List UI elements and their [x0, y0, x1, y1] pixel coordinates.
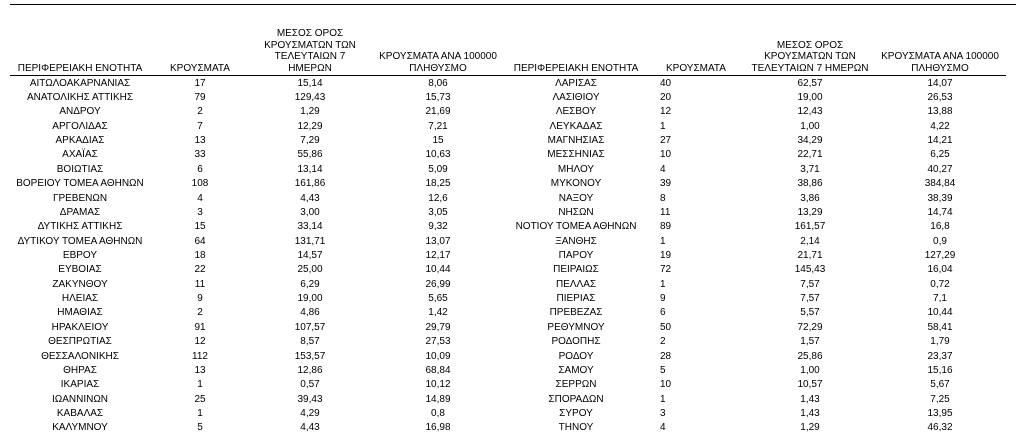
cell-avg7-right: 7,57: [800, 278, 820, 290]
table-row: [10, 133, 1006, 147]
table-row: [10, 363, 1006, 377]
cell-cases-left: 17: [194, 77, 206, 89]
cell-per100k-right: 16,04: [927, 264, 953, 276]
cell-per100k-right: 15,16: [927, 364, 953, 376]
cell-region-left: ΗΛΕΙΑΣ: [61, 293, 99, 305]
cell-avg7-left: 1,29: [300, 106, 320, 118]
cell-per100k-left: 12,17: [425, 249, 451, 261]
cell-per100k-left: 3,05: [428, 206, 448, 218]
cell-region-left: ΙΚΑΡΙΑΣ: [60, 379, 100, 391]
cell-avg7-left: 107,57: [294, 321, 326, 333]
cell-cases-right: 3: [660, 407, 666, 419]
cell-cases-right: 9: [660, 293, 666, 305]
cell-cases-right: 1: [660, 235, 666, 247]
cell-cases-left: 13: [194, 364, 206, 376]
cell-region-right: ΜΗΛΟΥ: [557, 163, 595, 175]
cell-avg7-right: 161,57: [794, 221, 826, 233]
cell-avg7-left: 13,14: [297, 163, 323, 175]
cell-per100k-right: 7,25: [930, 393, 950, 405]
cell-region-right: ΠΙΕΡΙΑΣ: [556, 293, 596, 305]
cell-region-right: ΛΕΣΒΟΥ: [555, 106, 597, 118]
cell-per100k-left: 10,09: [425, 350, 451, 362]
cell-cases-left: 6: [197, 163, 203, 175]
cell-cases-left: 4: [197, 192, 203, 204]
cell-avg7-left: 4,43: [300, 192, 320, 204]
cell-per100k-right: 38,39: [927, 192, 953, 204]
cell-per100k-left: 13,07: [425, 235, 451, 247]
cell-avg7-right: 38,86: [797, 178, 823, 190]
cell-avg7-right: 7,57: [800, 293, 820, 305]
cell-region-right: ΠΕΙΡΑΙΩΣ: [553, 264, 599, 276]
cell-cases-left: 11: [194, 278, 206, 290]
cell-region-left: ΒΟΡΕΙΟΥ ΤΟΜΕΑ ΑΘΗΝΩΝ: [16, 178, 144, 190]
cell-region-left: ΑΧΑΪΑΣ: [62, 149, 98, 161]
cell-cases-right: 19: [660, 249, 672, 261]
cell-region-right: ΝΟΤΙΟΥ ΤΟΜΕΑ ΑΘΗΝΩΝ: [515, 221, 637, 233]
cell-region-left: ΑΙΤΩΛΟΑΚΑΡΝΑΝΙΑΣ: [29, 77, 131, 89]
cell-per100k-right: 5,67: [930, 379, 950, 391]
cell-cases-right: 1: [660, 278, 666, 290]
cell-cases-left: 64: [194, 235, 206, 247]
cell-region-left: ΙΩΑΝΝΙΝΩΝ: [51, 393, 109, 405]
cell-per100k-left: 8,06: [428, 77, 448, 89]
cell-per100k-right: 7,1: [933, 293, 947, 305]
cell-region-left: ΑΝΔΡΟΥ: [59, 106, 101, 118]
cell-avg7-right: 5,57: [800, 307, 820, 319]
cell-region-left: ΔΥΤΙΚΟΥ ΤΟΜΕΑ ΑΘΗΝΩΝ: [17, 235, 143, 247]
cell-per100k-left: 7,21: [428, 120, 448, 132]
cell-region-right: ΠΡΕΒΕΖΑΣ: [549, 307, 603, 319]
cell-per100k-right: 4,22: [930, 120, 950, 132]
cell-avg7-right: 1,00: [800, 120, 820, 132]
cell-region-right: ΣΠΟΡΑΔΩΝ: [548, 393, 604, 405]
table-row: [10, 119, 1006, 133]
cell-avg7-left: 6,29: [300, 278, 320, 290]
table-row: [10, 306, 1006, 320]
cell-avg7-right: 72,29: [797, 321, 823, 333]
cell-cases-right: 4: [660, 422, 666, 434]
header-region-right: ΠΕΡΙΦΕΡΕΙΑΚΗ ΕΝΟΤΗΤΑ: [506, 28, 646, 76]
cell-region-right: ΜΕΣΣΗΝΙΑΣ: [547, 149, 605, 161]
table-row: [10, 205, 1006, 219]
cell-cases-left: 18: [194, 249, 206, 261]
cell-cases-left: 7: [197, 120, 203, 132]
cases-table: [10, 28, 1006, 435]
header-cases-right: ΚΡΟΥΣΜΑΤΑ: [646, 28, 746, 76]
cell-per100k-left: 5,65: [428, 293, 448, 305]
cell-avg7-left: 12,29: [297, 120, 323, 132]
cell-per100k-left: 29,79: [425, 321, 451, 333]
cell-avg7-right: 34,29: [797, 135, 823, 147]
cell-per100k-left: 14,89: [425, 393, 451, 405]
cell-cases-left: 22: [194, 264, 206, 276]
cell-per100k-left: 21,69: [425, 106, 451, 118]
cell-cases-right: 1: [660, 393, 666, 405]
cell-per100k-right: 0,72: [930, 278, 950, 290]
cell-per100k-right: 6,25: [930, 149, 950, 161]
cell-cases-right: 72: [660, 264, 672, 276]
cell-region-right: ΡΟΔΟΠΗΣ: [551, 336, 601, 348]
top-rule: [10, 4, 1016, 5]
cell-region-right: ΝΑΞΟΥ: [558, 192, 594, 204]
table-row: [10, 248, 1006, 262]
table-row: [10, 378, 1006, 392]
table-body: [10, 76, 1006, 435]
cell-cases-right: 10: [660, 149, 672, 161]
cell-region-right: ΝΗΣΩΝ: [558, 206, 594, 218]
cell-per100k-left: 9,32: [428, 221, 448, 233]
cell-per100k-left: 18,25: [425, 178, 451, 190]
cell-per100k-left: 26,99: [425, 278, 451, 290]
header-row: [10, 28, 1006, 76]
cell-region-right: ΞΑΝΘΗΣ: [555, 235, 597, 247]
cell-per100k-left: 12,6: [428, 192, 448, 204]
cell-cases-right: 5: [660, 364, 666, 376]
cell-avg7-left: 131,71: [294, 235, 326, 247]
cell-region-left: ΖΑΚΥΝΘΟΥ: [52, 278, 108, 290]
cell-avg7-left: 0,57: [300, 379, 320, 391]
cell-region-left: ΕΥΒΟΙΑΣ: [58, 264, 102, 276]
cell-cases-right: 12: [660, 106, 672, 118]
cell-avg7-left: 3,00: [300, 206, 320, 218]
cell-region-right: ΛΕΥΚΑΔΑΣ: [549, 120, 603, 132]
cell-cases-left: 79: [194, 92, 206, 104]
cell-region-left: ΔΡΑΜΑΣ: [59, 206, 101, 218]
cell-per100k-right: 40,27: [927, 163, 953, 175]
cell-cases-left: 2: [197, 307, 203, 319]
cell-cases-left: 1: [197, 407, 203, 419]
cell-cases-right: 40: [660, 77, 672, 89]
cell-region-right: ΡΟΔΟΥ: [558, 350, 594, 362]
cell-per100k-right: 10,44: [927, 307, 953, 319]
cell-cases-right: 4: [660, 163, 666, 175]
cell-avg7-right: 12,43: [797, 106, 823, 118]
cell-per100k-left: 5,09: [428, 163, 448, 175]
cell-per100k-right: 16,8: [930, 221, 950, 233]
cell-cases-left: 25: [194, 393, 206, 405]
table-row: [10, 76, 1006, 91]
cell-region-left: ΒΟΙΩΤΙΑΣ: [56, 163, 104, 175]
table-row: [10, 334, 1006, 348]
cell-cases-left: 3: [197, 206, 203, 218]
cell-per100k-left: 27,53: [425, 336, 451, 348]
cell-per100k-right: 0,9: [933, 235, 947, 247]
cell-avg7-right: 1,43: [800, 407, 820, 419]
cell-avg7-left: 8,57: [300, 336, 320, 348]
header-avg7-left: ΜΕΣΟΣ ΟΡΟΣ ΚΡΟΥΣΜΑΤΩΝ ΤΩΝ ΤΕΛΕΥΤΑΙΩΝ 7 ΗΜΕΡΩΝ: [250, 28, 370, 76]
header-cases-left: ΚΡΟΥΣΜΑΤΑ: [150, 28, 250, 76]
cell-avg7-left: 15,14: [297, 77, 323, 89]
cell-cases-right: 6: [660, 307, 666, 319]
cell-cases-right: 39: [660, 178, 672, 190]
cell-avg7-left: 153,57: [294, 350, 326, 362]
table-row: [10, 177, 1006, 191]
cell-per100k-right: 127,29: [924, 249, 956, 261]
table-row: [10, 148, 1006, 162]
cell-per100k-right: 1,79: [930, 336, 950, 348]
cell-avg7-right: 3,71: [800, 163, 820, 175]
cell-avg7-left: 4,43: [300, 422, 320, 434]
header-region-left: ΠΕΡΙΦΕΡΕΙΑΚΗ ΕΝΟΤΗΤΑ: [10, 28, 150, 76]
cell-region-left: ΕΒΡΟΥ: [62, 249, 98, 261]
cell-cases-right: 50: [660, 321, 672, 333]
cell-region-left: ΑΝΑΤΟΛΙΚΗΣ ΑΤΤΙΚΗΣ: [26, 92, 134, 104]
cell-avg7-left: 7,29: [300, 135, 320, 147]
cell-per100k-right: 46,32: [927, 422, 953, 434]
cell-per100k-left: 16,98: [425, 422, 451, 434]
table-row: [10, 220, 1006, 234]
cell-avg7-right: 22,71: [797, 149, 823, 161]
cell-avg7-left: 19,00: [297, 293, 323, 305]
cell-region-right: ΠΑΡΟΥ: [558, 249, 594, 261]
table-row: [10, 349, 1006, 363]
cell-cases-left: 13: [194, 135, 206, 147]
header-per100k-left: ΚΡΟΥΣΜΑΤΑ ΑΝΑ 100000 ΠΛΗΘΥΣΜΟ: [370, 28, 506, 76]
cell-avg7-left: 129,43: [294, 92, 326, 104]
cell-avg7-left: 25,00: [297, 264, 323, 276]
cell-cases-right: 1: [660, 120, 666, 132]
cell-avg7-right: 21,71: [797, 249, 823, 261]
cell-avg7-right: 13,29: [797, 206, 823, 218]
cell-cases-right: 89: [660, 221, 672, 233]
cell-region-left: ΗΡΑΚΛΕΙΟΥ: [51, 321, 109, 333]
cell-cases-right: 20: [660, 92, 672, 104]
cell-cases-left: 112: [192, 350, 208, 362]
table-row: [10, 277, 1006, 291]
cell-per100k-right: 384,84: [924, 178, 956, 190]
cell-per100k-right: 13,95: [927, 407, 953, 419]
cell-avg7-right: 1,57: [800, 336, 820, 348]
cell-avg7-left: 14,57: [297, 249, 323, 261]
cell-region-right: ΠΕΛΛΑΣ: [555, 278, 597, 290]
cell-per100k-right: 26,53: [927, 92, 953, 104]
cell-cases-left: 108: [191, 178, 209, 190]
table-row: [10, 105, 1006, 119]
cell-cases-right: 27: [660, 135, 672, 147]
cell-avg7-left: 4,29: [300, 407, 320, 419]
cell-region-left: ΘΕΣΣΑΛΟΝΙΚΗΣ: [41, 350, 119, 362]
cell-per100k-left: 10,63: [425, 149, 451, 161]
cell-region-right: ΣΑΜΟΥ: [558, 364, 594, 376]
table-row: [10, 320, 1006, 334]
cell-per100k-right: 13,88: [927, 106, 953, 118]
cell-avg7-right: 62,57: [797, 77, 823, 89]
table-row: [10, 162, 1006, 176]
cell-region-right: ΡΕΘΥΜΝΟΥ: [547, 321, 605, 333]
table-row: [10, 392, 1006, 406]
cell-region-right: ΤΗΝΟΥ: [558, 422, 594, 434]
cell-cases-right: 8: [660, 192, 666, 204]
cell-avg7-left: 161,86: [294, 178, 326, 190]
cell-avg7-left: 4,86: [300, 307, 320, 319]
cell-region-left: ΓΡΕΒΕΝΩΝ: [52, 192, 108, 204]
cell-region-left: ΔΥΤΙΚΗΣ ΑΤΤΙΚΗΣ: [37, 221, 123, 233]
cell-avg7-right: 19,00: [797, 92, 823, 104]
table-row: [10, 406, 1006, 420]
cell-per100k-right: 14,74: [927, 206, 953, 218]
cell-cases-right: 28: [660, 350, 672, 362]
cell-cases-right: 11: [660, 206, 671, 218]
cell-region-right: ΣΕΡΡΩΝ: [555, 379, 597, 391]
cell-avg7-right: 1,00: [800, 364, 820, 376]
cell-region-left: ΗΜΑΘΙΑΣ: [57, 307, 103, 319]
cell-avg7-left: 33,14: [297, 221, 323, 233]
cell-per100k-left: 10,12: [425, 379, 451, 391]
cell-per100k-right: 14,07: [927, 77, 953, 89]
cell-region-left: ΚΑΒΑΛΑΣ: [56, 407, 104, 419]
cell-per100k-right: 14,21: [927, 135, 953, 147]
header-avg7-right: ΜΕΣΟΣ ΟΡΟΣ ΚΡΟΥΣΜΑΤΩΝ ΤΩΝ ΤΕΛΕΥΤΑΙΩΝ 7 ΗΜΕΡΩΝ: [746, 28, 874, 76]
cell-per100k-left: 0,8: [431, 407, 445, 419]
cell-region-right: ΜΥΚΟΝΟΥ: [550, 178, 602, 190]
cell-cases-left: 91: [194, 321, 206, 333]
cell-region-left: ΘΕΣΠΡΩΤΙΑΣ: [48, 336, 112, 348]
table-row: [10, 263, 1006, 277]
cell-cases-left: 1: [197, 379, 203, 391]
cell-per100k-left: 15: [432, 135, 444, 147]
cell-region-left: ΑΡΚΑΔΙΑΣ: [55, 135, 105, 147]
cell-region-right: ΣΥΡΟΥ: [559, 407, 593, 419]
cell-cases-left: 33: [194, 149, 206, 161]
cell-region-left: ΘΗΡΑΣ: [63, 364, 97, 376]
cell-per100k-right: 23,37: [927, 350, 953, 362]
cell-avg7-left: 12,86: [297, 364, 323, 376]
cell-per100k-left: 10,44: [425, 264, 451, 276]
cell-avg7-right: 25,86: [797, 350, 823, 362]
cell-avg7-left: 39,43: [297, 393, 323, 405]
cell-avg7-right: 145,43: [794, 264, 826, 276]
cell-per100k-left: 1,42: [428, 307, 448, 319]
cell-region-left: ΑΡΓΟΛΙΔΑΣ: [52, 120, 108, 132]
table-row: [10, 90, 1006, 104]
cell-per100k-right: 58,41: [927, 321, 953, 333]
cell-cases-left: 2: [197, 106, 203, 118]
cell-cases-left: 5: [197, 422, 203, 434]
cell-cases-right: 10: [660, 379, 672, 391]
cell-avg7-left: 55,86: [297, 149, 323, 161]
cell-region-right: ΛΑΡΙΣΑΣ: [555, 77, 597, 89]
table-row: [10, 291, 1006, 305]
cell-avg7-right: 3,86: [800, 192, 820, 204]
cell-region-left: ΚΑΛΥΜΝΟΥ: [52, 422, 108, 434]
cell-cases-left: 15: [194, 221, 206, 233]
cell-per100k-left: 15,73: [425, 92, 451, 104]
table-row: [10, 191, 1006, 205]
cell-region-right: ΛΑΣΙΘΙΟΥ: [552, 92, 600, 104]
cell-avg7-right: 1,29: [800, 422, 820, 434]
header-per100k-right: ΚΡΟΥΣΜΑΤΑ ΑΝΑ 100000 ΠΛΗΘΥΣΜΟ: [874, 28, 1006, 76]
cell-per100k-left: 68,84: [425, 364, 451, 376]
cell-avg7-right: 1,43: [800, 393, 820, 405]
cell-cases-right: 2: [660, 336, 666, 348]
cell-cases-left: 12: [194, 336, 206, 348]
cell-cases-left: 9: [197, 293, 203, 305]
table-row: [10, 234, 1006, 248]
cell-avg7-right: 2,14: [800, 235, 820, 247]
cell-region-right: ΜΑΓΝΗΣΙΑΣ: [547, 135, 605, 147]
cell-avg7-right: 10,57: [797, 379, 823, 391]
